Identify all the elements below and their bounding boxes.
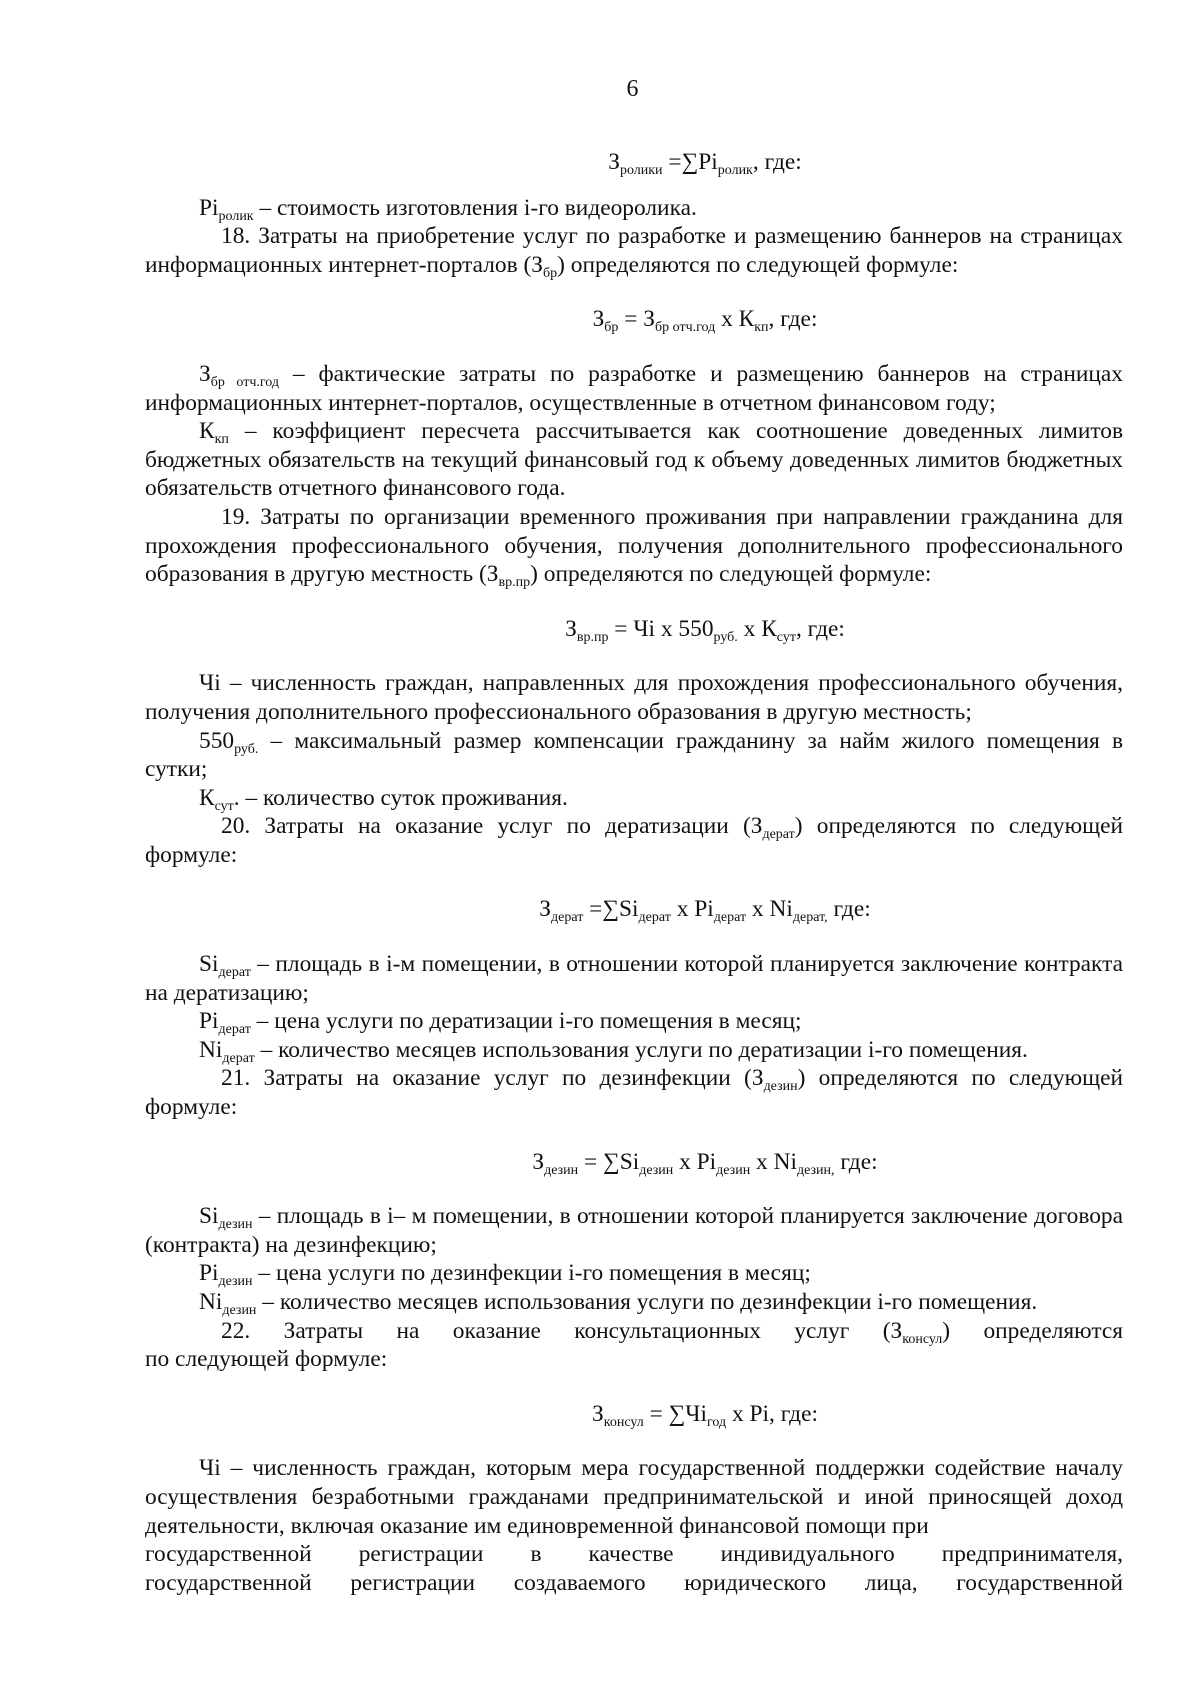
paragraph-21: 21. Затраты на оказание услуг по дезинфекции $(З_{дезин})$ определяются по следующей формуле: <box>145 1065 1123 1121</box>
definition-ni-dezin: $Ni_{дезин}$ – количество месяцев использования услуги по дезинфекции i-го помещения. <box>199 1289 1038 1318</box>
definition-550-rub: $550_{руб.}$ – максимальный размер компенсации гражданину за найм жилого помещения в сутки; <box>145 727 1123 783</box>
formula-konsul: $З_{консул} = \sum Чi_{год}$ х Pi, где: <box>592 1400 818 1430</box>
definition-pi-rolik: $Pi_{ролик}$ – стоимость изготовления i-го видеоролика. <box>199 194 697 224</box>
paragraph-18: 18. Затраты на приобретение услуг по разработке и размещению баннеров на страницах информационных интернет-порталов $(З_{бр})$ определяются по следующей формуле: <box>145 223 1123 281</box>
formula-dezin: $З_{дезин} = \sum Si_{дезин}$ х $Pi_{дезин}$ х $Ni_{дезин,}$ где: <box>532 1148 878 1178</box>
page-number: 6 <box>626 76 639 102</box>
definition-pi-derat: $Pi_{дерат}$ – цена услуги по дератизации i-го помещения в месяц; <box>199 1008 802 1038</box>
paragraph-19: 19. Затраты по организации временного проживания при направлении гражданина для прохождения профессионального обучения, получения дополнительного профессионального образования в другую местность $(З_{вр.пр})$ определяются по следующей формуле: <box>145 503 1123 591</box>
paragraph-22-line2: по следующей формуле: <box>145 1346 388 1373</box>
definition-chi-konsul: Чi – численность граждан, которым мера государственной поддержки содействие началу осуществления безработными гражданами предпринимательской и иной приносящей доход деятельности, включая оказание им единовременной финансовой помощи при <box>145 1455 1123 1539</box>
definition-ni-derat: $Ni_{дерат}$ – количество месяцев использования услуги по дератизации i-го помещения. <box>199 1036 1028 1066</box>
definition-ksut: $К_{сут}$. – количество суток проживания. <box>199 784 568 814</box>
formula-derat: $З_{дерат} =\sum Si_{дерат}$ х $Pi_{дерат}$ х $Ni_{дерат,}$ где: <box>539 896 871 926</box>
definition-chi: Чi – численность граждан, направленных для прохождения профессионального обучения, получения дополнительного профессионального образования в другую местность; <box>145 670 1123 725</box>
definition-kkp: $К_{кп}$ – коэффициент пересчета рассчитывается как соотношение доведенных лимитов бюджетных обязательств на текущий финансовый год к объему доведенных лимитов бюджетных обязательств отчетного финансового года. <box>145 418 1123 502</box>
document-body <box>145 148 1123 1597</box>
paragraph-20: 20. Затраты на оказание услуг по дератизации $(З_{дерат})$ определяются по следующей формуле: <box>145 813 1123 868</box>
paragraph-22-line1: 22. Затраты на оказание консультационных услуг $(З_{консул})$ определяются <box>221 1317 1123 1347</box>
definition-pi-dezin: $Pi_{дезин}$ – цена услуги по дезинфекции i-го помещения в месяц; <box>199 1260 811 1290</box>
definition-br-otch-god: $З_{бр отч.год}$ – фактические затраты по разработке и размещению баннеров на страницах информационных интернет-порталов, осуществленные в отчетном финансовом году; <box>145 360 1123 416</box>
definition-si-derat: $Si_{дерат}$ – площадь в i-м помещении, в отношении которой планируется заключение контракта на дератизацию; <box>145 951 1123 1006</box>
formula-vrpr: $З_{вр.пр}$ = Чi х $550_{руб.}$ х $К_{сут}$, где: <box>565 615 845 645</box>
definition-si-dezin: $Si_{дезин}$ – площадь в i– м помещении, в отношении которой планируется заключение договора (контракта) на дезинфекцию; <box>145 1203 1123 1258</box>
formula-br: $З_{бр} = З_{бр отч.год}$ х $К_{кп}$, где: <box>592 306 818 336</box>
formula-roliki: $З_{ролики} =\sum Pi_{ролик}$, где: <box>608 149 802 178</box>
definition-chi-konsul-line-b: государственной регистрации создаваемого юридического лица, государственной <box>145 1569 1123 1596</box>
definition-chi-konsul-line-a: государственной регистрации в качестве индивидуального предпринимателя, <box>145 1541 1123 1568</box>
